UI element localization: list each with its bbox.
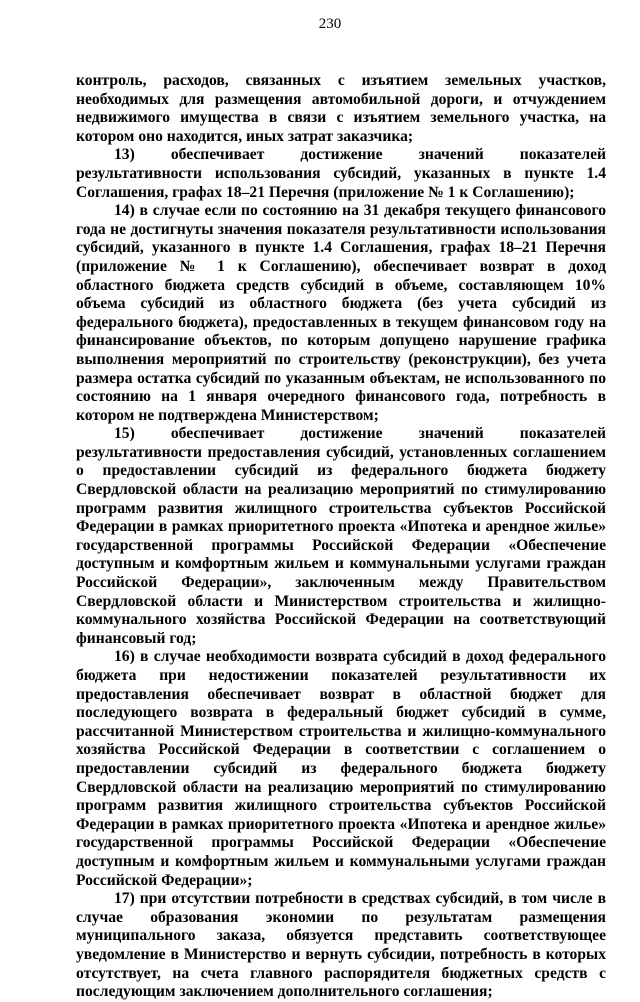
paragraph-item-17: 17) при отсутствии потребности в средствах субсидий, в том числе в случае образования экономии по результатам размещения муниципального заказа, обязуется представить соответствующее уведомление в Министерство и вернуть субсидии, потребность в которых отсутствует, на счета главного распорядителя бюджетных средств с последующим заключением дополнительного соглашения; (76, 890, 606, 1001)
paragraph-item-15: 15) обеспечивает достижение значений показателей результативности предоставления субсидий, установленных соглашением о предоставлении субсидий из федерального бюджета бюджету Свердловской области на реализацию мероприятий по стимулированию программ развития жилищного строительства субъектов Российской Федерации в рамках приоритетного проекта «Ипотека и арендное жилье» государственной программы Российской Федерации «Обеспечение доступным и комфортным жильем и коммунальными услугами граждан Российской Федерации», заключенным между Правительством Свердловской области и Министерством строительства и жилищно-коммунального хозяйства Российской Федерации на соответствующий финансовый год; (76, 425, 606, 647)
paragraph-item-14: 14) в случае если по состоянию на 31 декабря текущего финансового года не достигнуты значения показателя результативности использования субсидий, указанного в пункте 1.4 Соглашения, графах 18–21 Перечня (приложение № 1 к Соглашению), обеспечивает возврат в доход областного бюджета средств субсидий в объеме, составляющем 10% объема субсидий из областного бюджета (без учета субсидий из федерального бюджета), предоставленных в текущем финансовом году на финансирование объектов, по которым допущено нарушение графика выполнения мероприятий по строительству (реконструкции), без учета размера остатка субсидий по указанным объектам, не использованного по состоянию на 1 января очередного финансового года, потребность в котором не подтверждена Министерством; (76, 202, 606, 424)
page-number: 230 (318, 16, 342, 32)
paragraph-item-16: 16) в случае необходимости возврата субсидий в доход федерального бюджета при недостижении показателей результативности их предоставления обеспечивает возврат в областной бюджет для последующего возврата в федеральный бюджет субсидий в сумме, рассчитанной Министерством строительства и жилищно-коммунального хозяйства Российской Федерации в соответствии с соглашением о предоставлении субсидий из федерального бюджета бюджету Свердловской области на реализацию мероприятий по стимулированию программ развития жилищного строительства субъектов Российской Федерации в рамках приоритетного проекта «Ипотека и арендное жилье» государственной программы Российской Федерации «Обеспечение доступным и комфортным жильем и коммунальными услугами граждан Российской Федерации»; (76, 648, 606, 889)
document-body (76, 72, 606, 1002)
paragraph-continuation: контроль, расходов, связанных с изъятием земельных участков, необходимых для размещения автомобильной дороги, и отчуждением недвижимого имущества в связи с изъятием земельного участка, на котором оно находится, иных затрат заказчика; (76, 72, 606, 145)
paragraph-item-13: 13) обеспечивает достижение значений показателей результативности использования субсидий, указанных в пункте 1.4 Соглашения, графах 18–21 Перечня (приложение № 1 к Соглашению); (76, 146, 606, 201)
